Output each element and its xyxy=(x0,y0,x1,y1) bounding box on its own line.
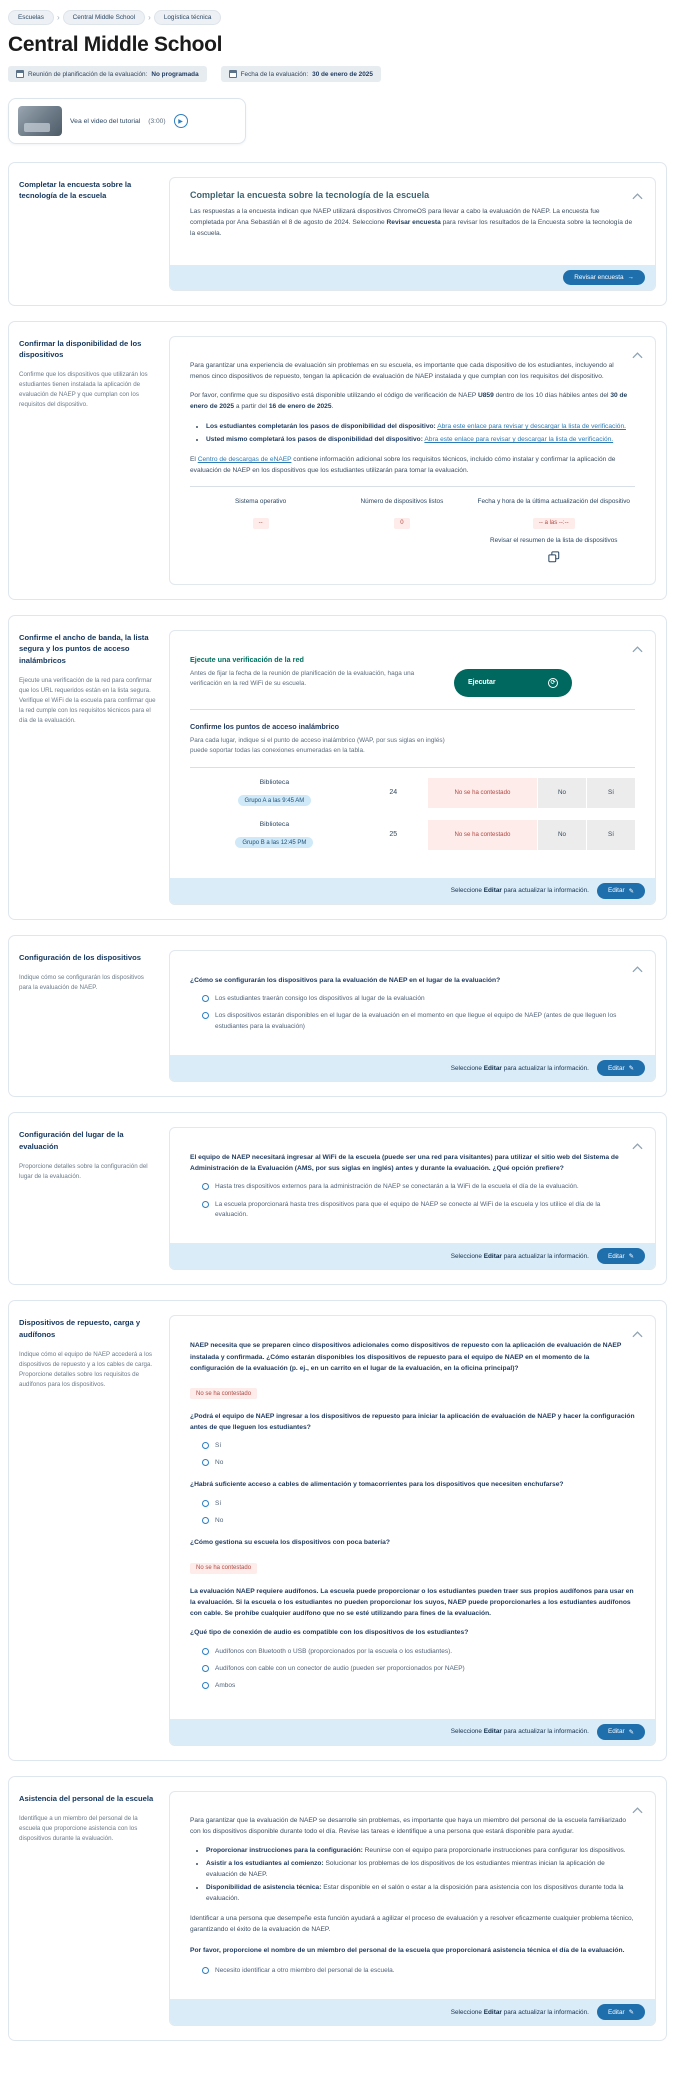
planning-meeting-badge xyxy=(8,66,207,82)
staff-task-list xyxy=(206,1846,635,1904)
run-icon: ⟳ xyxy=(548,678,558,688)
wap-location: Biblioteca xyxy=(259,778,290,786)
question-text: ¿Habrá suficiente acceso a cables de alimentación y tomacorrientes para los dispositivos que necesiten enchufarse? xyxy=(190,1481,564,1489)
video-thumbnail xyxy=(18,106,62,136)
edit-button[interactable]: Editar ✎ xyxy=(597,883,645,899)
play-icon[interactable]: ▶ xyxy=(174,114,188,128)
radio-icon[interactable] xyxy=(202,1648,209,1655)
section-left-title: Asistencia del personal de la escuela xyxy=(19,1793,154,1803)
list-item: • Disponibilidad de asistencia técnica: Estar disponible en el salón o estar a la disposición para asistencia con los dispositivos durante toda la evaluación. xyxy=(206,1883,635,1905)
radio-option[interactable]: La escuela proporcionará hasta tres dispositivos para que el equipo de NAEP se conecte al WiFi de la escuela y los utilice el día de la evaluación. xyxy=(202,1200,635,1221)
list-item: • Los estudiantes completarán los pasos de disponibilidad del dispositivo: Abra este enlace para revisar y descargar la lista de verificación. xyxy=(206,422,635,433)
headphones-paragraph: La evaluación NAEP requiere audífonos. La escuela puede proporcionar o los estudiantes pueden traer sus propios audífonos para usar en la evaluación. Si la escuela o los estudiantes no pueden proporcionar los suyos, NAEP puede proporcionarles a los estudiantes audífonos con cable. Se prohíbe cualquier audífono que no se esté utilizando para fines de la evaluación. xyxy=(190,1588,634,1618)
edit-icon: ✎ xyxy=(628,1065,634,1073)
group-pill: Grupo A a las 9:45 AM xyxy=(238,795,312,806)
collapse-chevron-icon[interactable] xyxy=(630,959,645,978)
availability-paragraph-1: Para garantizar una experiencia de evaluación sin problemas en su escuela, es importante que cada dispositivo de los estudiantes, incluyendo al menos cinco dispositivos de repuesto, tengan la aplicación de evaluación de NAEP instalada y que cumplan con los requisitos del dispositivo. xyxy=(190,361,614,380)
section-left-title: Confirmar la disponibilidad de los dispositivos xyxy=(19,338,142,360)
section-left-title: Dispositivos de repuesto, carga y audífonos xyxy=(19,1318,141,1339)
radio-option[interactable]: Sí xyxy=(202,1499,635,1509)
radio-icon[interactable] xyxy=(202,1665,209,1672)
section-spare-devices xyxy=(8,1300,667,1760)
section-location-configuration xyxy=(8,1112,667,1285)
stat-last-update: Fecha y hora de la última actualización del dispositivo -- a las --:-- Revisar el resumen de la lista de dispositivos xyxy=(473,497,635,568)
collapse-chevron-icon[interactable] xyxy=(630,1324,645,1343)
network-panel xyxy=(169,630,656,905)
radio-icon[interactable] xyxy=(202,995,209,1002)
survey-body: Las respuestas a la encuesta indican que NAEP utilizará dispositivos ChromeOS para llevar a cabo la evaluación de NAEP. La encuesta fue completada por Ana Sebastián el 8 de agosto de 2024. Seleccione Revisar encuesta para revisar los resultados de la Encuesta sobre la tecnología de la escuela. xyxy=(190,208,633,237)
collapse-chevron-icon[interactable] xyxy=(630,186,645,205)
edit-icon: ✎ xyxy=(628,2009,634,2017)
wap-description: Para cada lugar, indique si el punto de acceso inalámbrico (WAP, por sus siglas en inglés) puede soportar todas las conexiones enumeradas en la tabla. xyxy=(190,736,445,755)
list-item: • Usted mismo completará los pasos de disponibilidad del dispositivo: Abra este enlace para revisar y descargar la lista de verificación. xyxy=(206,435,635,446)
radio-option[interactable]: Los estudiantes traerán consigo los dispositivos al lugar de la evaluación xyxy=(202,994,635,1004)
section-left-description: Ejecute una verificación de la red para confirmar que los URL requeridos están en la lista segura. Verifique el WiFi de la escuela para confirmar que la red cumple con los requisitos técnicos para el día de la evaluación. xyxy=(19,677,156,724)
edit-footer-bar xyxy=(170,1055,655,1081)
availability-panel xyxy=(169,336,656,585)
chevron-right-icon: › xyxy=(148,13,151,22)
open-device-list-icon[interactable] xyxy=(548,550,560,568)
edit-icon: ✎ xyxy=(628,1728,634,1736)
assessment-date-label: Fecha de la evaluación: xyxy=(240,70,309,78)
chevron-right-icon: › xyxy=(56,13,60,22)
stat-os: Sistema operativo -- xyxy=(190,497,331,568)
section-left-title: Configuración del lugar de la evaluación xyxy=(19,1130,124,1151)
list-item: • Proporcionar instrucciones para la configuración: Reunirse con el equipo para proporcionarle instrucciones para configurar los dispositivos. xyxy=(206,1846,635,1857)
breadcrumb-item-school[interactable]: Central Middle School xyxy=(63,10,146,25)
table-row xyxy=(190,778,635,808)
staff-paragraph-3: Por favor, proporcione el nombre de un miembro del personal de la escuela que proporcionará asistencia técnica el día de la evaluación. xyxy=(190,1946,625,1954)
collapse-chevron-icon[interactable] xyxy=(630,1800,645,1819)
edit-footer-bar xyxy=(170,1719,655,1745)
page-title: Central Middle School xyxy=(8,33,223,56)
edit-button[interactable]: Editar ✎ xyxy=(597,2004,645,2020)
location-panel xyxy=(169,1127,656,1270)
section-left-description: Indique cómo el equipo de NAEP accederá a los dispositivos de repuesto y a los cables de carga. Proporcione detalles sobre los requisitos de audífonos para los dispositivos. xyxy=(19,1351,153,1388)
radio-icon[interactable] xyxy=(202,1201,209,1208)
staff-paragraph-2: Identificar a una persona que desempeñe esta función ayudará a agilizar el proceso de evaluación y a resolver eficazmente cualquier problema técnico, garantizando el éxito de la evaluación de NAEP. xyxy=(190,1914,634,1933)
edit-hint: Seleccione Editar para actualizar la información. xyxy=(450,1064,589,1072)
edit-button[interactable]: Editar ✎ xyxy=(597,1060,645,1076)
connection-count: 24 xyxy=(389,789,398,797)
status-badge: No se ha contestado xyxy=(190,1563,257,1574)
question-text: El equipo de NAEP necesitará ingresar al WiFi de la escuela (puede ser una red para visitantes) para utilizar el sitio web del Sistema de Administración de la Evaluación (AMS, por sus siglas en inglés) antes y durante la evaluación. ¿Qué opción prefiere? xyxy=(190,1154,619,1173)
spares-panel xyxy=(169,1315,656,1745)
assessment-date-value: 30 de enero de 2025 xyxy=(312,70,373,78)
calendar-icon xyxy=(16,70,24,78)
radio-option[interactable]: Hasta tres dispositivos externos para la administración de NAEP se conectarán a la WiFi de la escuela el día de la evaluación. xyxy=(202,1182,635,1192)
list-item: • Asistir a los estudiantes al comienzo: Solucionar los problemas de los dispositivos de los estudiantes mientras inician la aplicación de evaluación de NAEP. xyxy=(206,1859,635,1881)
students-checklist-link[interactable]: Abra este enlace para revisar y descargar la lista de verificación. xyxy=(437,423,626,431)
section-left-description: Confirme que los dispositivos que utilizarán los estudiantes tienen instalada la aplicación de evaluación de NAEP y que cumplan con los requisitos del dispositivo. xyxy=(19,371,148,409)
section-left-title: Confirme el ancho de banda, la lista segura y los puntos de acceso inalámbricos xyxy=(19,632,149,665)
breadcrumb xyxy=(8,10,667,25)
wap-no-button[interactable]: No xyxy=(538,778,586,808)
section-staff-assistance xyxy=(8,1776,667,2041)
self-checklist-link[interactable]: Abra este enlace para revisar y descargar la lista de verificación. xyxy=(424,436,614,443)
edit-hint: Seleccione Editar para actualizar la información. xyxy=(450,1728,589,1736)
radio-option[interactable]: Los dispositivos estarán disponibles en el lugar de la evaluación en el momento en que llegue el equipo de NAEP (antes de que lleguen los estudiantes para la evaluación) xyxy=(202,1011,635,1032)
edit-hint: Seleccione Editar para actualizar la información. xyxy=(450,887,589,895)
collapse-chevron-icon[interactable] xyxy=(630,1136,645,1155)
survey-footer-bar xyxy=(170,265,655,290)
wap-table xyxy=(190,767,635,850)
radio-option[interactable]: Audífonos con Bluetooth o USB (proporcionados por la escuela o los estudiantes). xyxy=(202,1647,635,1657)
section-left-title: Completar la encuesta sobre la tecnología de la escuela xyxy=(19,180,132,201)
radio-option[interactable]: No xyxy=(202,1516,635,1526)
collapse-chevron-icon[interactable] xyxy=(630,639,645,658)
panel-title: Completar la encuesta sobre la tecnología de la escuela xyxy=(190,190,430,200)
edit-hint: Seleccione Editar para actualizar la información. xyxy=(450,1252,589,1260)
wap-no-button[interactable]: No xyxy=(538,820,586,850)
radio-option[interactable]: Necesito identificar a otro miembro del personal de la escuela. xyxy=(202,1966,635,1976)
radio-icon[interactable] xyxy=(202,1183,209,1190)
staff-paragraph-1: Para garantizar que la evaluación de NAEP se desarrolle sin problemas, es importante que haya un miembro del personal de la escuela familiarizado con los dispositivos disponible durante todo el día. Revise las tareas e identifique a una persona que estará disponible para ayudar. xyxy=(190,1816,627,1835)
section-left-description: Identifique a un miembro del personal de la escuela que proporcione asistencia con los dispositivos durante la evaluación. xyxy=(19,1815,138,1842)
connection-count: 25 xyxy=(389,831,398,839)
section-school-technology-survey xyxy=(8,162,667,306)
status-badge: No se ha contestado xyxy=(428,820,537,850)
edit-button[interactable]: Editar ✎ xyxy=(597,1248,645,1264)
radio-option[interactable]: No xyxy=(202,1458,635,1468)
question-text: NAEP necesita que se preparen cinco dispositivos adicionales como dispositivos de repuesto con la aplicación de evaluación de NAEP instalada y confirmada. ¿Cómo estarán disponibles los dispositivos de repuesto para el equipo de NAEP en el momento de la configuración de la evaluación (p. ej., en un carrito en el lugar de la evaluación, en la oficina principal)? xyxy=(190,1342,622,1372)
radio-icon[interactable] xyxy=(202,1682,209,1689)
availability-paragraph-2: Por favor, confirme que su dispositivo está disponible utilizando el código de verificación de NAEP U859 dentro de los 10 días hábiles antes del 30 de enero de 2025 a partir del 16 de enero de 2025. xyxy=(190,392,628,411)
radio-option[interactable]: Ambos xyxy=(202,1681,635,1691)
status-badge: -- xyxy=(253,518,269,529)
section-network-check xyxy=(8,615,667,920)
status-badge: -- a las --:-- xyxy=(533,518,575,529)
table-row xyxy=(190,820,635,850)
section-device-availability xyxy=(8,321,667,600)
arrow-right-icon: → xyxy=(627,273,634,281)
staff-panel xyxy=(169,1791,656,2026)
radio-option[interactable]: Sí xyxy=(202,1441,635,1451)
device-stats-table xyxy=(190,486,635,568)
status-badge: 0 xyxy=(394,518,409,529)
survey-panel xyxy=(169,177,656,291)
edit-icon: ✎ xyxy=(628,887,634,895)
status-badge: No se ha contestado xyxy=(190,1388,257,1399)
breadcrumb-item-escuelas[interactable]: Escuelas xyxy=(8,10,54,25)
breadcrumb-item-logistica[interactable]: Logística técnica xyxy=(154,10,222,25)
network-check-title: Ejecute una verificación de la red xyxy=(190,654,304,664)
section-left-title: Configuración de los dispositivos xyxy=(19,952,141,962)
question-text: ¿Cómo gestiona su escuela los dispositivos con poca batería? xyxy=(190,1539,390,1547)
section-device-configuration xyxy=(8,935,667,1097)
radio-icon[interactable] xyxy=(202,1442,209,1449)
wap-yes-button[interactable]: Sí xyxy=(587,820,635,850)
edit-footer-bar xyxy=(170,878,655,904)
status-badges xyxy=(8,66,667,82)
planning-meeting-label: Reunión de planificación de la evaluación: xyxy=(28,70,148,78)
radio-icon[interactable] xyxy=(202,1500,209,1507)
edit-footer-bar xyxy=(170,1999,655,2025)
wap-title: Confirme los puntos de acceso inalámbrico xyxy=(190,721,339,731)
wap-location: Biblioteca xyxy=(259,820,290,828)
tutorial-video-card[interactable] xyxy=(8,98,246,144)
availability-checklist xyxy=(206,422,635,446)
video-label: Vea el video del tutorial xyxy=(70,117,141,125)
review-survey-button[interactable]: Revisar encuesta → xyxy=(563,270,645,285)
group-pill: Grupo B a las 12:45 PM xyxy=(235,837,313,848)
question-text: ¿Podrá el equipo de NAEP ingresar a los dispositivos de repuesto para iniciar la aplicación de evaluación de NAEP y hacer la configuración antes de que lleguen los estudiantes? xyxy=(190,1412,635,1431)
edit-icon: ✎ xyxy=(628,1253,634,1261)
video-duration: (3:00) xyxy=(148,117,166,125)
wap-yes-button[interactable]: Sí xyxy=(587,778,635,808)
collapse-chevron-icon[interactable] xyxy=(630,345,645,364)
network-check-description: Antes de fijar la fecha de la reunión de planificación de la evaluación, haga una verificación en la red WiFi de su escuela. xyxy=(190,669,415,688)
enaep-download-center-link[interactable]: Centro de descargas de eNAEP xyxy=(197,455,292,463)
edit-hint: Seleccione Editar para actualizar la información. xyxy=(450,2008,589,2016)
question-text: ¿Cómo se configurarán los dispositivos para la evaluación de NAEP en el lugar de la evaluación? xyxy=(190,976,501,984)
divider xyxy=(190,709,635,710)
assessment-date-badge xyxy=(221,66,381,82)
device-config-panel xyxy=(169,950,656,1082)
section-left-description: Indique cómo se configurarán los dispositivos para la evaluación de NAEP. xyxy=(19,974,144,992)
calendar-icon xyxy=(229,70,237,78)
edit-button[interactable]: Editar ✎ xyxy=(597,1724,645,1740)
device-list-summary-link[interactable]: Revisar el resumen de la lista de dispositivos xyxy=(489,537,618,545)
radio-option[interactable]: Audífonos con cable con un conector de audio (pueden ser proporcionados por NAEP) xyxy=(202,1664,635,1674)
radio-icon[interactable] xyxy=(202,1517,209,1524)
status-badge: No se ha contestado xyxy=(428,778,537,808)
planning-meeting-value: No programada xyxy=(151,70,199,78)
availability-paragraph-3: El Centro de descargas de eNAEP contiene información adicional sobre los requisitos técnicos, incluido cómo instalar y confirmar la aplicación de evaluación de NAEP en los dispositivos que los estudiantes utilizarán para tomar la evaluación. xyxy=(190,455,616,474)
radio-icon[interactable] xyxy=(202,1459,209,1466)
radio-icon[interactable] xyxy=(202,1967,209,1974)
radio-icon[interactable] xyxy=(202,1012,209,1019)
edit-footer-bar xyxy=(170,1243,655,1269)
question-text: ¿Qué tipo de conexión de audio es compatible con los dispositivos de los estudiantes? xyxy=(190,1629,469,1637)
run-network-check-button[interactable]: Ejecutar ⟳ xyxy=(454,669,572,697)
stat-ready-count: Número de dispositivos listos 0 xyxy=(331,497,472,568)
section-left-description: Proporcione detalles sobre la configuración del lugar de la evaluación. xyxy=(19,1162,148,1180)
